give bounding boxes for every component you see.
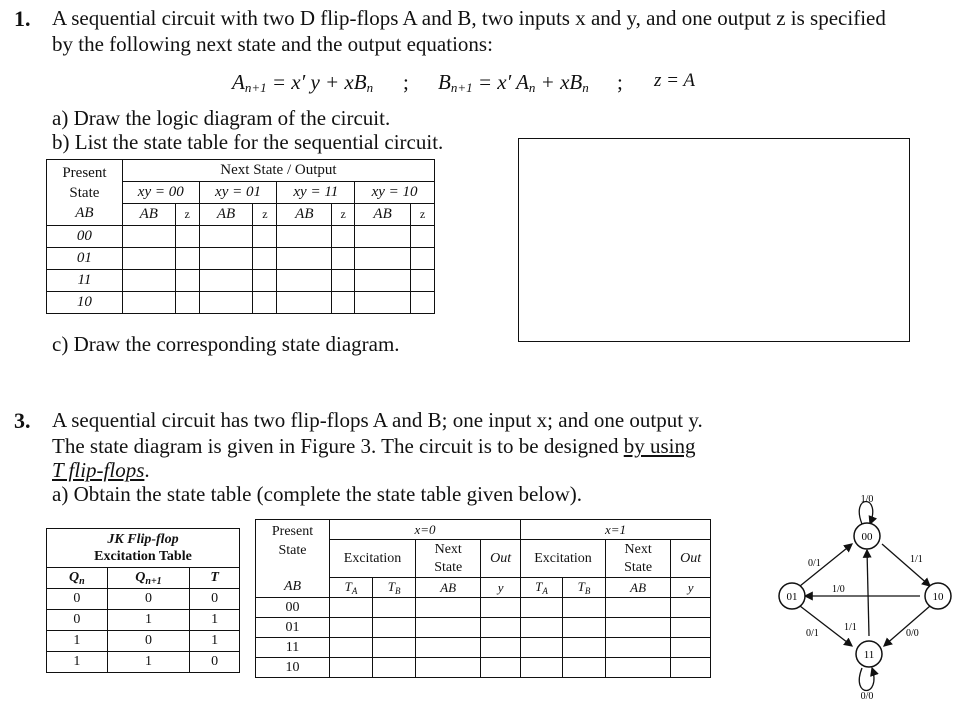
- state-cell: 00: [256, 598, 330, 618]
- answer-cell[interactable]: [329, 658, 372, 678]
- eq-b-lhs: B: [438, 70, 451, 94]
- jk-excitation-table: [46, 528, 240, 673]
- answer-cell[interactable]: [606, 658, 671, 678]
- state-cell: 11: [256, 638, 330, 658]
- state-cell: 11: [47, 270, 123, 292]
- x1-header: x=1: [521, 520, 711, 540]
- table-row: [47, 652, 240, 673]
- answer-box[interactable]: [518, 138, 910, 342]
- answer-cell[interactable]: [122, 292, 175, 314]
- answer-cell[interactable]: [199, 226, 253, 248]
- jk-cell: 1: [47, 652, 108, 673]
- table-row: [47, 270, 435, 292]
- answer-cell[interactable]: [122, 248, 175, 270]
- answer-cell[interactable]: [175, 248, 199, 270]
- answer-cell[interactable]: [562, 598, 605, 618]
- jk-cell: 0: [190, 589, 240, 610]
- table-row: [256, 638, 711, 658]
- answer-cell[interactable]: [199, 270, 253, 292]
- ta-text: T: [344, 579, 352, 594]
- answer-cell[interactable]: [253, 270, 277, 292]
- question-1-line-1: A sequential circuit with two D flip-flops A and B, two inputs x and y, and one output z is specified: [52, 6, 886, 30]
- q3-line-2-text: The state diagram is given in Figure 3. The circuit is to be designed: [52, 434, 624, 458]
- q3-state-label: State: [278, 543, 307, 558]
- question-3-part-a: a) Obtain the state table (complete the state table given below).: [52, 482, 583, 506]
- answer-cell[interactable]: [373, 618, 416, 638]
- answer-cell[interactable]: [521, 638, 563, 658]
- out-header-x0: Out: [481, 540, 521, 578]
- answer-cell[interactable]: [562, 638, 605, 658]
- sub-z: z: [332, 204, 355, 226]
- ta-sub: A: [351, 586, 358, 596]
- answer-cell[interactable]: [416, 618, 481, 638]
- jk-header-qn1: [107, 568, 190, 589]
- answer-cell[interactable]: [416, 598, 481, 618]
- state-cell: 10: [256, 658, 330, 678]
- present-label: Present: [62, 164, 107, 181]
- answer-cell[interactable]: [332, 248, 355, 270]
- self-loop-11: [859, 668, 874, 691]
- answer-cell[interactable]: [277, 226, 332, 248]
- jk-cell: 0: [107, 589, 190, 610]
- jk-title-1: JK Flip-flop: [107, 532, 179, 547]
- answer-cell[interactable]: [606, 598, 671, 618]
- eq-b-rhs-sub1: n: [528, 80, 536, 95]
- answer-cell[interactable]: [416, 658, 481, 678]
- state-label: State: [69, 184, 100, 201]
- answer-cell[interactable]: [671, 638, 711, 658]
- table-row: [47, 248, 435, 270]
- next-state-label: State: [434, 559, 463, 575]
- q3-line-3-underlined: T flip-flops: [52, 458, 145, 482]
- answer-cell[interactable]: [411, 292, 435, 314]
- question-1-part-a: a) Draw the logic diagram of the circuit.: [52, 106, 391, 130]
- table-row: [47, 226, 435, 248]
- eq-b-rhs-sub2: n: [582, 80, 589, 95]
- answer-cell[interactable]: [373, 638, 416, 658]
- question-1-number: 1.: [14, 6, 31, 31]
- answer-cell[interactable]: [175, 292, 199, 314]
- state-label-01: 01: [786, 591, 798, 603]
- sub-z: z: [175, 204, 199, 226]
- q3-line-3-post: .: [144, 458, 150, 482]
- table-row: [47, 589, 240, 610]
- ab-header: AB: [416, 578, 481, 598]
- tb-text: T: [577, 579, 585, 594]
- eq-b-rhs2: + xB: [535, 70, 583, 94]
- xy-col-00: xy = 00: [122, 182, 199, 204]
- question-3-number: 3.: [14, 408, 31, 433]
- state-cell: 01: [47, 248, 123, 270]
- q3-line-2-underlined: by using: [623, 434, 696, 458]
- equation-separator-2: ;: [617, 70, 623, 94]
- qn-text: Q: [68, 569, 80, 585]
- state-cell: 10: [47, 292, 123, 314]
- sub-ab: AB: [277, 204, 332, 226]
- answer-cell[interactable]: [329, 638, 372, 658]
- jk-cell: 1: [190, 631, 240, 652]
- answer-cell[interactable]: [671, 658, 711, 678]
- eq-b-rhs: = x′ A: [477, 70, 529, 94]
- answer-cell[interactable]: [253, 226, 277, 248]
- excitation-header-x0: Excitation: [329, 540, 415, 578]
- next-label: Next: [624, 541, 652, 557]
- question-1-part-c: c) Draw the corresponding state diagram.: [52, 332, 400, 356]
- state-label-00: 00: [861, 531, 873, 543]
- answer-cell[interactable]: [122, 226, 175, 248]
- state-cell: 01: [256, 618, 330, 638]
- sub-z: z: [411, 204, 435, 226]
- answer-cell[interactable]: [606, 618, 671, 638]
- answer-cell[interactable]: [481, 598, 521, 618]
- answer-cell[interactable]: [253, 292, 277, 314]
- table-row: [256, 658, 711, 678]
- jk-title-2: Excitation Table: [94, 549, 192, 564]
- answer-cell[interactable]: [411, 248, 435, 270]
- jk-cell: 1: [107, 652, 190, 673]
- answer-cell[interactable]: [199, 292, 253, 314]
- edge-10-11: [884, 606, 930, 646]
- answer-cell[interactable]: [175, 226, 199, 248]
- answer-cell[interactable]: [355, 270, 411, 292]
- edge-00-10: [882, 544, 930, 586]
- ta-sub: A: [542, 586, 548, 596]
- table-row: [256, 598, 711, 618]
- answer-cell[interactable]: [332, 292, 355, 314]
- q3-present-label: Present: [271, 524, 314, 539]
- jk-cell: 0: [47, 610, 108, 631]
- ab-label: AB: [75, 204, 94, 221]
- answer-cell[interactable]: [329, 618, 372, 638]
- excitation-header-x1: Excitation: [521, 540, 606, 578]
- question-3-line-3: [52, 458, 150, 483]
- label-self-11: 0/0: [860, 691, 874, 702]
- state-cell: 00: [47, 226, 123, 248]
- qn-sub: n: [79, 575, 85, 587]
- label-self-00: 1/0: [860, 494, 874, 505]
- eq-a-rhs: = x′ y + xB: [271, 70, 367, 94]
- tb-text: T: [387, 579, 395, 594]
- equation-z: z = A: [654, 70, 695, 91]
- sub-ab: AB: [122, 204, 175, 226]
- state-diagram: [770, 488, 968, 703]
- state-label-10: 10: [932, 591, 944, 603]
- xy-col-11: xy = 11: [277, 182, 355, 204]
- qn1-sub: n+1: [145, 575, 162, 587]
- state-label-11: 11: [863, 649, 875, 661]
- answer-cell[interactable]: [355, 226, 411, 248]
- question-1-part-b: b) List the state table for the sequential circuit.: [52, 130, 444, 154]
- label-01-00: 0/1: [808, 558, 821, 569]
- edge-11-00: [867, 550, 869, 636]
- tb-sub: B: [584, 586, 591, 596]
- eq-a-rhs-sub: n: [366, 80, 374, 95]
- present-state-header: [47, 160, 123, 226]
- jk-header-t: T: [190, 568, 240, 589]
- ta-text: T: [535, 579, 543, 594]
- answer-cell[interactable]: [277, 270, 332, 292]
- answer-cell[interactable]: [373, 598, 416, 618]
- equation-a: [232, 70, 373, 96]
- answer-cell[interactable]: [671, 598, 711, 618]
- sub-ab: AB: [199, 204, 253, 226]
- jk-cell: 1: [190, 610, 240, 631]
- ab-header: AB: [606, 578, 671, 598]
- answer-cell[interactable]: [277, 248, 332, 270]
- q1-state-table: [46, 159, 435, 314]
- jk-cell: 0: [107, 631, 190, 652]
- label-10-11: 0/0: [906, 628, 919, 639]
- next-state-header-x0: [416, 540, 481, 578]
- answer-cell[interactable]: [329, 598, 372, 618]
- answer-cell[interactable]: [122, 270, 175, 292]
- jk-cell: 1: [47, 631, 108, 652]
- answer-cell[interactable]: [521, 598, 563, 618]
- answer-cell[interactable]: [411, 270, 435, 292]
- out-header-x1: Out: [671, 540, 711, 578]
- next-label: Next: [434, 541, 462, 557]
- label-10-01: 1/0: [832, 584, 845, 595]
- ta-header: [329, 578, 372, 598]
- table-row: [256, 618, 711, 638]
- answer-cell[interactable]: [411, 226, 435, 248]
- answer-cell[interactable]: [671, 618, 711, 638]
- y-header: y: [671, 578, 711, 598]
- ta-header: [521, 578, 563, 598]
- answer-cell[interactable]: [332, 270, 355, 292]
- question-3-line-1: A sequential circuit has two flip-flops A and B; one input x; and one output y.: [52, 408, 703, 432]
- sub-ab: AB: [355, 204, 411, 226]
- qn1-text: Q: [135, 569, 146, 585]
- jk-header-qn: [47, 568, 108, 589]
- answer-cell[interactable]: [253, 248, 277, 270]
- table-row: [47, 610, 240, 631]
- answer-cell[interactable]: [373, 658, 416, 678]
- answer-cell[interactable]: [562, 618, 605, 638]
- q3-present-header: [256, 520, 330, 578]
- jk-cell: 1: [107, 610, 190, 631]
- table-row: [47, 631, 240, 652]
- x0-header: x=0: [329, 520, 520, 540]
- equation-b: [438, 70, 589, 96]
- table-row: [47, 292, 435, 314]
- next-state-label: State: [624, 559, 653, 575]
- sub-z: z: [253, 204, 277, 226]
- y-header: y: [481, 578, 521, 598]
- eq-b-sub: n+1: [450, 80, 473, 95]
- answer-cell[interactable]: [521, 658, 563, 678]
- question-3-line-2: [52, 434, 696, 459]
- jk-cell: 0: [190, 652, 240, 673]
- equation-separator-1: ;: [403, 70, 409, 94]
- answer-cell[interactable]: [481, 618, 521, 638]
- label-11-00: 1/1: [844, 622, 857, 633]
- q3-state-table: [255, 519, 711, 678]
- answer-cell[interactable]: [355, 292, 411, 314]
- answer-cell[interactable]: [481, 638, 521, 658]
- answer-cell[interactable]: [277, 292, 332, 314]
- answer-cell[interactable]: [521, 618, 563, 638]
- tb-sub: B: [394, 586, 401, 596]
- answer-cell[interactable]: [199, 248, 253, 270]
- answer-cell[interactable]: [606, 638, 671, 658]
- question-1-line-2: by the following next state and the output equations:: [52, 32, 493, 56]
- label-01-11: 0/1: [806, 628, 819, 639]
- answer-cell[interactable]: [481, 658, 521, 678]
- next-state-header-x1: [606, 540, 671, 578]
- tb-header: [562, 578, 605, 598]
- answer-cell[interactable]: [332, 226, 355, 248]
- answer-cell[interactable]: [355, 248, 411, 270]
- tb-header: [373, 578, 416, 598]
- xy-col-10: xy = 10: [355, 182, 435, 204]
- next-state-output-header: Next State / Output: [122, 160, 434, 182]
- xy-col-01: xy = 01: [199, 182, 277, 204]
- answer-cell[interactable]: [562, 658, 605, 678]
- label-00-10: 1/1: [910, 554, 923, 565]
- q3-ab-label: AB: [256, 578, 330, 598]
- eq-a-lhs: A: [232, 70, 245, 94]
- eq-a-sub: n+1: [244, 80, 267, 95]
- answer-cell[interactable]: [416, 638, 481, 658]
- jk-cell: 0: [47, 589, 108, 610]
- answer-cell[interactable]: [175, 270, 199, 292]
- jk-title: [47, 529, 240, 568]
